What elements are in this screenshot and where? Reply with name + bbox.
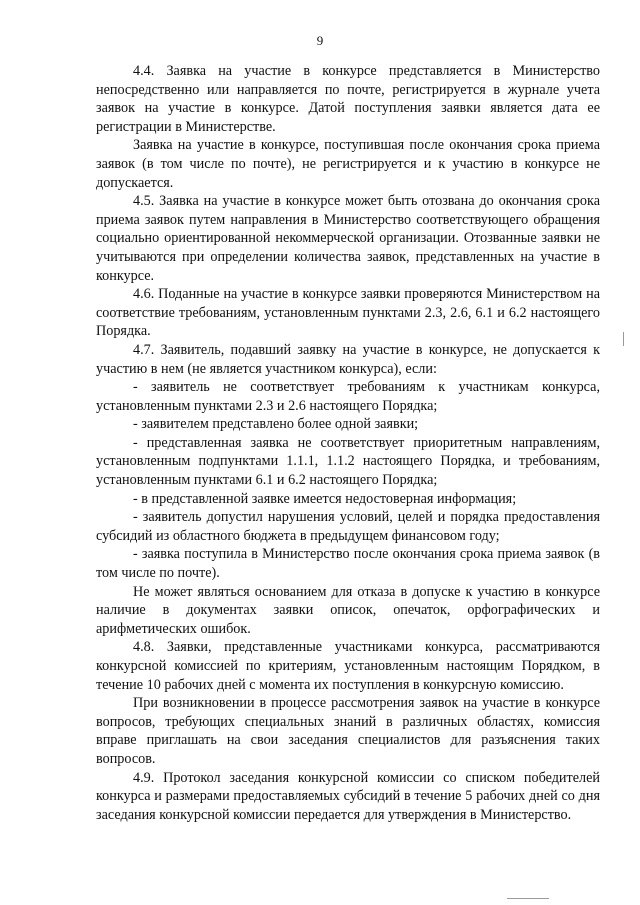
paragraph: 4.5. Заявка на участие в конкурсе может быть отозвана до окончания срока приема заявок путем направления в Министерство соответствующего обращения социально ориентированной некоммерческой организации. Отозванные заявки не учитываются при определении количества заявок, представленных на участие в конкурсе. — [96, 193, 600, 284]
paragraph: 4.4. Заявка на участие в конкурсе представляется в Министерство непосредственно или направляется по почте, регистрируется в журнале учета заявок на участие в конкурсе. Датой поступления заявки является дата ее регистрации в Министерстве. — [96, 63, 600, 135]
paragraph: 4.6. Поданные на участие в конкурсе заявки проверяются Министерством на соответствие требованиям, установленным пунктами 2.3, 2.6, 6.1 и 6.2 настоящего Порядка. — [96, 286, 600, 340]
list-item: - заявка поступила в Министерство после окончания срока приема заявок (в том числе по почте). — [96, 546, 600, 582]
list-item: - заявитель допустил нарушения условий, целей и порядка предоставления субсидий из областного бюджета в предыдущем финансовом году; — [96, 509, 600, 544]
paragraph: Заявка на участие в конкурсе, поступившая после окончания срока приема заявок (в том числе по почте), не регистрируется и к участию в конкурсе не допускается. — [96, 137, 600, 191]
list-item: - заявитель не соответствует требованиям к участникам конкурса, установленным пунктами 2.3 и 2.6 настоящего Порядка; — [96, 379, 600, 414]
paragraph: 4.7. Заявитель, подавший заявку на участие в конкурсе, не допускается к участию в нем (не является участником конкурса), если: — [96, 341, 600, 377]
scan-artifact-mark — [623, 332, 624, 346]
paragraph: 4.8. Заявки, представленные участниками конкурса, рассматриваются конкурсной комиссией по критериям, установленным настоящим Порядком, в течение 10 рабочих дней с момента их поступления в конкурсную комиссию. — [96, 639, 600, 693]
document-body — [96, 62, 600, 824]
list-item: - заявителем представлено более одной заявки; — [133, 416, 419, 433]
paragraph: 4.9. Протокол заседания конкурсной комиссии со списком победителей конкурса и размерами предоставляемых субсидий в течение 5 рабочих дней со дня заседания конкурсной комиссии передается для утверждения в Министерство. — [96, 769, 600, 823]
paragraph: Не может являться основанием для отказа в допуске к участию в конкурсе наличие в документах заявки описок, опечаток, орфографических и арифметических ошибок. — [96, 583, 600, 637]
scan-artifact-line — [507, 898, 549, 899]
page-number: 9 — [316, 33, 324, 48]
list-item: - представленная заявка не соответствует приоритетным направлениям, установленным подпунктами 1.1.1, 1.1.2 настоящего Порядка, и требованиям, установленным пунктами 6.1 и 6.2 настоящего Порядка; — [96, 434, 600, 489]
paragraph: При возникновении в процессе рассмотрения заявок на участие в конкурсе вопросов, требующих специальных знаний в различных областях, комиссия вправе приглашать на свои заседания специалистов для разъяснения таких вопросов. — [96, 695, 600, 767]
list-item: - в представленной заявке имеется недостоверная информация; — [133, 490, 517, 507]
